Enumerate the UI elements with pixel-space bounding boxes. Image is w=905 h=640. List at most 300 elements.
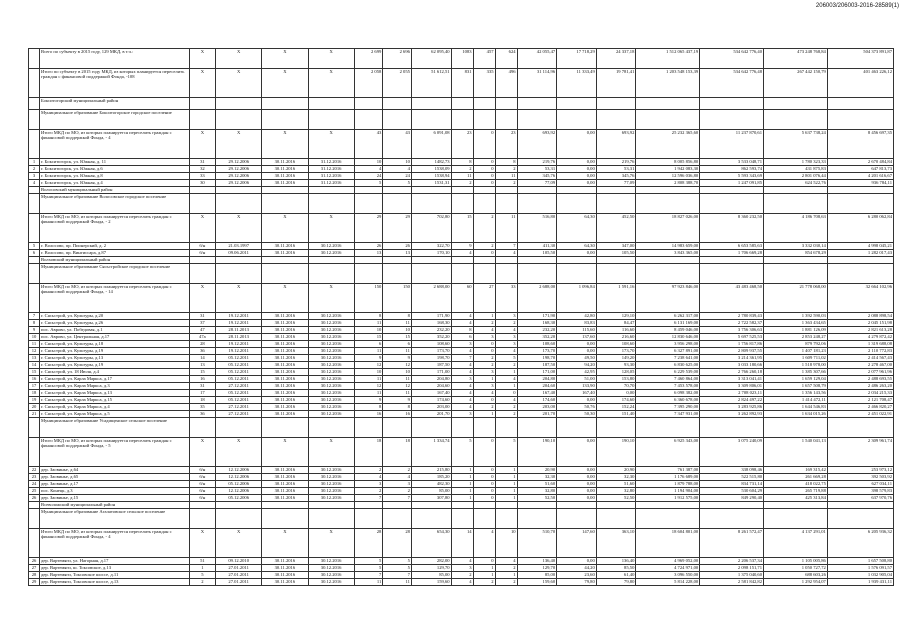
table-cell: 30.12.2016 [308, 313, 354, 320]
table-cell: 3 214 361,95 [700, 355, 764, 362]
table-cell [557, 502, 597, 509]
table-cell [827, 257, 893, 264]
table-cell: 167,40 [411, 390, 451, 397]
table-cell [636, 187, 700, 194]
table-cell: 30.12.2016 [308, 369, 354, 376]
table-cell: 150 [383, 284, 412, 313]
table-cell: 27.01.2011 [216, 565, 262, 572]
table-cell: X [262, 529, 308, 558]
table-cell: 24 [354, 173, 383, 180]
table-row [29, 214, 894, 243]
table-cell: 282,00 [411, 558, 451, 565]
table-cell [700, 418, 764, 438]
table-cell: 13 [189, 362, 215, 369]
table-cell [764, 502, 828, 509]
table-cell [473, 194, 495, 214]
table-cell: 19.12.2011 [216, 320, 262, 327]
table-cell [557, 418, 597, 438]
table-cell: 8 [29, 320, 40, 327]
table-cell: 42,80 [557, 313, 597, 320]
table-cell [764, 418, 828, 438]
table-cell: 2 [473, 579, 495, 586]
table-row [29, 327, 894, 334]
table-cell-address: г. Сясьстрой, ул. Культуры, д.13 [40, 355, 190, 362]
table-cell [557, 110, 597, 130]
table-cell: 2 809 937,55 [700, 348, 764, 355]
table-cell: 0 [473, 250, 495, 257]
table-cell-address: пос. Аврово, ул. Победовая, д.1 [40, 327, 190, 334]
table-cell: 12.12.2006 [216, 474, 262, 481]
table-cell: 1 282 017,43 [827, 250, 893, 257]
table-cell: 3 [451, 565, 473, 572]
table-cell: 2 801 076,44 [764, 173, 828, 180]
table-cell: 204,60 [517, 383, 557, 390]
table-cell: 204,80 [411, 376, 451, 383]
table-cell [262, 418, 308, 438]
table-cell: 30.11.2016 [262, 341, 308, 348]
table-cell: 28.11.2013 [216, 327, 262, 334]
table-cell: 10 [383, 159, 412, 166]
table-cell: 2 [495, 320, 517, 327]
table-cell: 4 [451, 397, 473, 404]
table-cell: 0,00 [557, 467, 597, 474]
table-cell: 22 [29, 467, 40, 474]
table-cell: 1 334,74 [411, 438, 451, 467]
table-cell [451, 264, 473, 284]
table-cell: 4 [495, 327, 517, 334]
table-cell: 3 [354, 481, 383, 488]
table-cell [827, 98, 893, 110]
table-cell: 169 315,42 [764, 467, 828, 474]
table-cell [262, 187, 308, 194]
table-cell: 31.12.2016 [308, 173, 354, 180]
table-cell: 8 [495, 159, 517, 166]
table-cell [216, 509, 262, 529]
table-cell: 30.12.2016 [308, 558, 354, 565]
table-cell [495, 502, 517, 509]
table-cell: 1 591,16 [596, 284, 636, 313]
table-cell: 3 075 240,09 [700, 438, 764, 467]
table-cell: 30.11.2016 [262, 180, 308, 187]
table-cell: 6 [354, 341, 383, 348]
table-cell: 3 756 306,63 [700, 327, 764, 334]
table-row [29, 572, 894, 579]
table-cell-address: г. Сясьстрой, ул. Культуры, д.20 [40, 313, 190, 320]
table-cell: 2 722 582,37 [700, 320, 764, 327]
table-cell [29, 529, 40, 558]
table-cell: 128,05 [596, 369, 636, 376]
table-cell: 27 [473, 284, 495, 313]
table-cell: 2 780 839,43 [700, 313, 764, 320]
table-cell-address: Итого МКД по МО, из которых планируется переселить граждан с финансовой поддержкой Фонда, - 14 [40, 284, 190, 313]
table-cell: 534 642 776,40 [700, 49, 764, 69]
table-cell: 3 956 298,00 [636, 341, 700, 348]
table-cell: 3 [473, 369, 495, 376]
table-cell: 0 [473, 397, 495, 404]
table-cell: 4 [473, 529, 495, 558]
table-cell: 149,20 [596, 355, 636, 362]
table-cell: 201,70 [411, 411, 451, 418]
table-cell: 20 [29, 404, 40, 411]
table-cell: 51,60 [596, 481, 636, 488]
table-cell: 2 [495, 579, 517, 586]
table-cell: 36 [189, 411, 215, 418]
table-cell: 5 [354, 558, 383, 565]
table-cell: 30.12.2016 [308, 495, 354, 502]
table-cell: 24 [383, 173, 412, 180]
table-cell: 153,80 [596, 376, 636, 383]
table-cell: 4 [495, 558, 517, 565]
table-cell: X [216, 214, 262, 243]
table-cell: X [308, 49, 354, 69]
table-cell: 5 [383, 180, 412, 187]
table-cell: 2 [451, 166, 473, 173]
table-cell [29, 418, 40, 438]
table-cell: 2 486 263,20 [827, 383, 893, 390]
table-cell [636, 502, 700, 509]
table-row [29, 110, 894, 130]
table-cell: 1 385 307,66 [764, 369, 828, 376]
table-cell: 30.11.2016 [262, 383, 308, 390]
table-cell: 09.06.2011 [216, 250, 262, 257]
table-cell: 0,00 [596, 390, 636, 397]
table-cell: 5 593 343,69 [700, 173, 764, 180]
table-cell: 2 [495, 180, 517, 187]
table-cell [29, 214, 40, 243]
table-cell: 6 098 382,00 [636, 390, 700, 397]
table-cell [411, 418, 451, 438]
table-cell: 10 [29, 334, 40, 341]
table-cell [495, 187, 517, 194]
table-cell: 232,20 [517, 327, 557, 334]
table-cell: 10 [495, 529, 517, 558]
table-cell: 8 [383, 313, 412, 320]
table-cell: 17 718,29 [557, 49, 597, 69]
table-cell: X [216, 69, 262, 98]
table-cell: 18 [189, 397, 215, 404]
table-cell-address: Итого МКД по МО, из которых планируется переселить граждан с финансовой поддержкой Фонда, - 2 [40, 214, 190, 243]
table-cell: 8 [383, 404, 412, 411]
table-cell: 4 [451, 369, 473, 376]
table-cell: 2 696 [383, 49, 412, 69]
table-cell [262, 502, 308, 509]
table-cell: 1 247 091,85 [700, 180, 764, 187]
table-cell [189, 110, 215, 130]
table-cell: 51 [189, 558, 215, 565]
table-cell: 5 637 738,24 [764, 130, 828, 159]
table-cell: 879 792,06 [764, 341, 828, 348]
table-cell: 79,80 [596, 579, 636, 586]
table-cell [557, 257, 597, 264]
table-cell: 322,70 [411, 243, 451, 250]
table-cell: 4 [495, 376, 517, 383]
table-cell: 129,10 [596, 313, 636, 320]
table-row [29, 369, 894, 376]
table-cell: 4 [473, 327, 495, 334]
table-cell: 97 923 846,00 [636, 284, 700, 313]
table-row [29, 529, 894, 558]
table-cell: 12 830 646,00 [636, 334, 700, 341]
table-cell: 2 824 497,22 [700, 397, 764, 404]
table-cell: 93,30 [596, 362, 636, 369]
table-row [29, 502, 894, 509]
table-cell: 3 096 550,00 [636, 572, 700, 579]
table-cell: 11 [495, 214, 517, 243]
table-cell: 0,00 [557, 438, 597, 467]
table-cell: 30.11.2016 [262, 488, 308, 495]
table-cell: 352,20 [517, 334, 557, 341]
table-cell: 693,92 [596, 130, 636, 159]
table-cell: 17 [189, 390, 215, 397]
table-cell: 2 309 961,74 [827, 438, 893, 467]
table-cell: 133,90 [557, 383, 597, 390]
table-cell: X [262, 438, 308, 467]
table-cell: 6 [383, 341, 412, 348]
table-cell [700, 264, 764, 284]
table-cell: 11 [354, 376, 383, 383]
table-cell [827, 110, 893, 130]
table-cell: 624 522,76 [764, 180, 828, 187]
table-cell: 2 [354, 467, 383, 474]
table-cell: 3 [451, 341, 473, 348]
table-cell: 12 [354, 362, 383, 369]
table-cell: 654,30 [411, 529, 451, 558]
table-cell: 43 483 468,50 [700, 284, 764, 313]
table-cell: 1 [29, 159, 40, 166]
table-cell: 30.11.2016 [262, 334, 308, 341]
table-cell: 8 360 232,50 [700, 214, 764, 243]
table-cell: 232,20 [411, 327, 451, 334]
table-cell: 32,80 [517, 488, 557, 495]
table-cell [636, 418, 700, 438]
table-cell-address: Муниципальное образование Волосовское городское поселение [40, 194, 190, 214]
table-cell: 16 [189, 376, 215, 383]
table-cell: 18 827 026,00 [636, 214, 700, 243]
table-cell [216, 187, 262, 194]
table-cell: 4 [451, 390, 473, 397]
table-cell: б/н [189, 474, 215, 481]
table-cell: 1 939 431,11 [827, 579, 893, 586]
table-cell [636, 509, 700, 529]
table-cell: 1 [495, 383, 517, 390]
table-cell: 1 [495, 369, 517, 376]
table-cell: 108,60 [517, 341, 557, 348]
table-cell: 105,50 [517, 250, 557, 257]
table-cell: 23 [29, 474, 40, 481]
table-cell: 3 313 041,41 [700, 376, 764, 383]
table-cell: 31 [189, 313, 215, 320]
table-cell [596, 194, 636, 214]
table-row [29, 166, 894, 173]
table-cell: 53,31 [596, 166, 636, 173]
table-cell [700, 187, 764, 194]
table-cell: 29 [29, 579, 40, 586]
table-cell: 17 [29, 383, 40, 390]
table-cell: 85,50 [596, 565, 636, 572]
table-cell: 522 515,80 [700, 474, 764, 481]
table-cell: X [262, 130, 308, 159]
table-cell: 0,00 [557, 173, 597, 180]
table-cell: 1 [495, 488, 517, 495]
table-cell: 5 [354, 565, 383, 572]
table-cell: X [308, 130, 354, 159]
table-cell: 198,70 [411, 355, 451, 362]
table-cell [189, 418, 215, 438]
table-cell: 0 [473, 481, 495, 488]
table-cell: 29.12.2006 [216, 173, 262, 180]
table-cell: 2 688,00 [517, 284, 557, 313]
table-cell-address: г. Волосово, пр. Пионерский, д. 2 [40, 243, 190, 250]
table-cell [354, 98, 383, 110]
table-cell: 4 724 971,00 [636, 565, 700, 572]
table-cell: 30.11.2016 [262, 250, 308, 257]
table-cell: 1 203 548 153,39 [636, 69, 700, 98]
table-cell: 25 232 365,60 [636, 130, 700, 159]
table-cell-address: г. Сясьстрой, ул. Карла Маркса, д.13 [40, 390, 190, 397]
table-cell [216, 98, 262, 110]
table-cell: 1 657 508,79 [764, 383, 828, 390]
table-cell: 3 [451, 376, 473, 383]
table-cell: 204,60 [411, 383, 451, 390]
table-cell [262, 110, 308, 130]
table-row [29, 495, 894, 502]
table-cell: 219,76 [517, 159, 557, 166]
table-cell: X [189, 49, 215, 69]
table-cell: 347,00 [596, 243, 636, 250]
table-cell-address: г. Сясьстрой, ул. Карла Маркса, д.15 [40, 397, 190, 404]
table-cell: X [308, 284, 354, 313]
document-id: 206003/206003-2016-28589(1) [815, 3, 899, 9]
table-cell: 849 290,40 [700, 495, 764, 502]
table-cell: 0 [473, 467, 495, 474]
table-cell: 2 [354, 488, 383, 495]
table-cell-address: г. Бокситогорск, ул. Южная, д.8 [40, 173, 190, 180]
table-cell: 0 [473, 180, 495, 187]
table-cell [451, 194, 473, 214]
table-cell: 12 [29, 348, 40, 355]
table-cell: 159,60 [517, 579, 557, 586]
table-cell: 1 [473, 313, 495, 320]
table-cell: 2 206 537,34 [700, 558, 764, 565]
table-cell [262, 264, 308, 284]
table-cell: 159,60 [411, 579, 451, 586]
table-cell-address: Всеволожский муниципальный район [40, 502, 190, 509]
table-cell: 7 [354, 572, 383, 579]
table-row [29, 565, 894, 572]
table-cell [473, 509, 495, 529]
table-cell: 11 [383, 376, 412, 383]
table-cell: 3 262 892,93 [700, 411, 764, 418]
table-cell: 345,76 [517, 173, 557, 180]
table-cell: 85,00 [411, 488, 451, 495]
table-cell: X [216, 529, 262, 558]
table-cell: 624 [495, 49, 517, 69]
table-cell: 1 [495, 467, 517, 474]
table-cell: б/н [189, 243, 215, 250]
table-cell [189, 194, 215, 214]
table-cell [216, 418, 262, 438]
table-cell: 9 [383, 355, 412, 362]
table-cell: 9 [354, 397, 383, 404]
table-cell: б/н [189, 467, 215, 474]
table-cell: 30.11.2016 [262, 355, 308, 362]
table-cell [189, 264, 215, 284]
table-cell: 168,30 [411, 320, 451, 327]
table-cell: 201,70 [517, 411, 557, 418]
table-cell: 4 [451, 383, 473, 390]
table-cell: 0,00 [557, 488, 597, 495]
table-cell: 1083 [451, 49, 473, 69]
table-cell: 31.12.2016 [308, 180, 354, 187]
table-row [29, 257, 894, 264]
table-cell-address: г. Бокситогорск, ул. Южная, д. 11 [40, 159, 190, 166]
table-cell: 150 [354, 284, 383, 313]
table-cell: 26 [29, 495, 40, 502]
table-cell: 13 [354, 250, 383, 257]
table-cell: 5 [495, 438, 517, 467]
table-cell: 1 780 323,33 [764, 159, 828, 166]
table-cell [557, 509, 597, 529]
table-cell: 12 [383, 362, 412, 369]
table-cell-address: г. Сясьстрой, ул. Карла Маркса, д.5 [40, 411, 190, 418]
table-cell: 4 [473, 390, 495, 397]
table-cell: 32 664 102,96 [827, 284, 893, 313]
table-cell: 392 503,92 [827, 474, 893, 481]
table-cell: 18 604 801,00 [636, 529, 700, 558]
table-cell: 30.12.2016 [308, 467, 354, 474]
table-cell: 253 973,12 [827, 467, 893, 474]
table-cell: 170,10 [411, 250, 451, 257]
table-cell [216, 110, 262, 130]
table-cell: 190,10 [517, 438, 557, 467]
table-cell [473, 257, 495, 264]
table-cell: 47 [189, 327, 215, 334]
table-cell: 8 459 046,00 [636, 327, 700, 334]
table-cell: 167,40 [517, 390, 557, 397]
table-cell: 1 176 689,00 [636, 474, 700, 481]
table-cell: 198,70 [517, 355, 557, 362]
table-cell: 516,80 [517, 214, 557, 243]
table-cell [700, 257, 764, 264]
table-cell-address: г. Сясьстрой, ул. Культуры, д.26 [40, 320, 190, 327]
table-cell: 401 463 226,12 [827, 69, 893, 98]
table-cell: 2 488 693,55 [827, 376, 893, 383]
table-cell [827, 502, 893, 509]
table-cell: 30.11.2016 [262, 327, 308, 334]
table-cell [354, 502, 383, 509]
table-cell: 3 [473, 334, 495, 341]
table-cell: 1 105 005,86 [764, 558, 828, 565]
table-cell: 30.12.2016 [308, 565, 354, 572]
table-cell: 26 [29, 558, 40, 565]
table-cell-address: Муниципальное образование Бокситогорское городское поселение [40, 110, 190, 130]
table-cell: 28 [354, 529, 383, 558]
table-cell-address: Муниципальное образование Усадищенское сельское поселение [40, 418, 190, 438]
table-cell: 171,90 [411, 313, 451, 320]
table-cell: 21 778 068,00 [764, 284, 828, 313]
table-cell: 32,80 [596, 488, 636, 495]
table-cell: 1 576 091,57 [827, 565, 893, 572]
table-cell: 1 363 434,65 [764, 320, 828, 327]
table-cell: 2 [473, 214, 495, 243]
table-cell: 335 [473, 69, 495, 98]
table-cell: 11 [354, 579, 383, 586]
table-cell: 3 [473, 383, 495, 390]
table-cell: 2 414 567,43 [827, 355, 893, 362]
table-cell [764, 194, 828, 214]
table-cell [596, 418, 636, 438]
table-cell: 1 512 065 437,19 [636, 49, 700, 69]
